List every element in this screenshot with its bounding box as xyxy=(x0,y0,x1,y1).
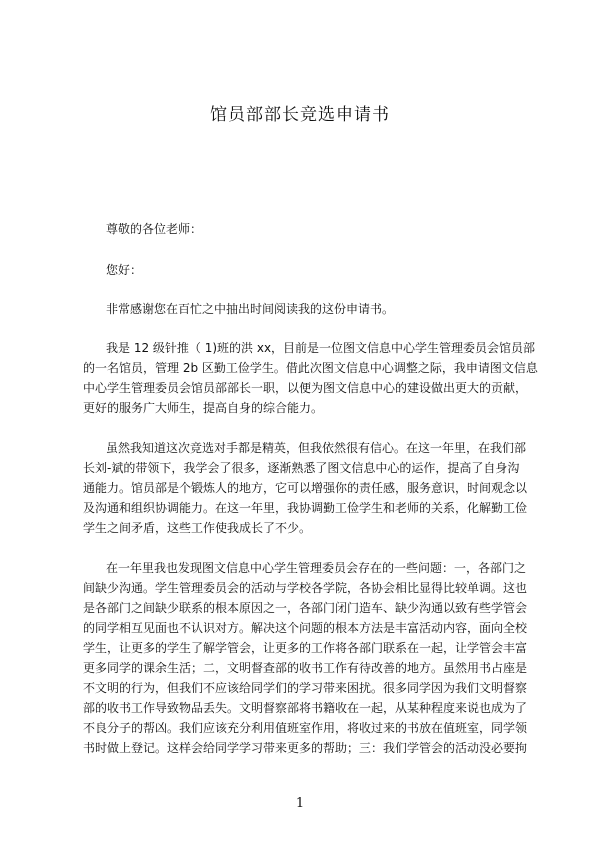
para2-line: 学生之间矛盾，这些工作使我成长了不少。 xyxy=(83,521,312,535)
para3-line: 在一年里我也发现图文信息中心学生管理委员会存在的一些问题：一，各部门之 xyxy=(106,561,527,575)
para1-line: 更好的服务广大师生，提高自身的综合能力。 xyxy=(83,401,324,415)
greeting: 您好： xyxy=(106,263,143,277)
para3-line: 是各部门之间缺少联系的根本原因之一，各部门闭门造车、缺少沟通以致有些学管会 xyxy=(83,601,528,615)
para3-line: 书时做上登记。这样会给同学学习带来更多的帮助；三：我们学管会的活动没必要拘 xyxy=(83,741,528,755)
page-number: 1 xyxy=(295,796,305,811)
para2-line: 通能力。馆员部是个锻炼人的地方，它可以增强你的责任感，服务意识，时间观念以 xyxy=(83,481,528,495)
para3-line: 学生，让更多的学生了解学管会，让更多的工作将各部门联系在一起，让学管会丰富 xyxy=(83,641,528,655)
para3-line: 的同学相互见面也不认识对方。解决这个问题的根本方法是丰富活动内容，面向全校 xyxy=(83,621,528,635)
para3-line: 不文明的行为，但我们不应该给同学们的学习带来困扰。很多同学因为我们文明督察 xyxy=(83,681,528,695)
para3-line: 不良分子的帮凶。我们应该充分利用值班室作用，将收过来的书放在值班室，同学领 xyxy=(83,721,528,735)
para1-line: 我是 12 级针推（ 1)班的洪 xx，目前是一位图文信息中心学生管理委员会馆员部 xyxy=(106,341,536,355)
para2-line: 虽然我知道这次竞选对手都是精英，但我依然很有信心。在这一年里，在我们部 xyxy=(106,441,527,455)
document-title: 馆员部部长竞选申请书 xyxy=(210,105,390,125)
para3-line: 部的收书工作导致物品丢失。文明督察部将书籍收在一起，从某种程度来说也成为了 xyxy=(83,701,528,715)
salutation: 尊敬的各位老师： xyxy=(106,222,203,236)
para1-line: 中心学生管理委员会馆员部部长一职，以便为图文信息中心的建设做出更大的贡献， xyxy=(83,381,528,395)
para1-line: 的一名馆员，管理 2b 区勤工俭学生。借此次图文信息中心调整之际，我申请图文信息 xyxy=(83,361,538,375)
para2-line: 及沟通和组织协调能力。在这一年里，我协调勤工俭学生和老师的关系，化解勤工俭 xyxy=(83,501,528,515)
para3-line: 间缺少沟通。学生管理委员会的活动与学校各学院，各协会相比显得比较单调。这也 xyxy=(83,581,528,595)
para2-line: 长刘-斌的带领下，我学会了很多，逐渐熟悉了图文信息中心的运作，提高了自身沟 xyxy=(83,461,520,475)
para3-line: 更多同学的课余生活；二，文明督查部的收书工作有待改善的地方。虽然用书占座是 xyxy=(83,661,528,675)
thanks-line: 非常感谢您在百忙之中抽出时间阅读我的这份申请书。 xyxy=(106,302,395,316)
